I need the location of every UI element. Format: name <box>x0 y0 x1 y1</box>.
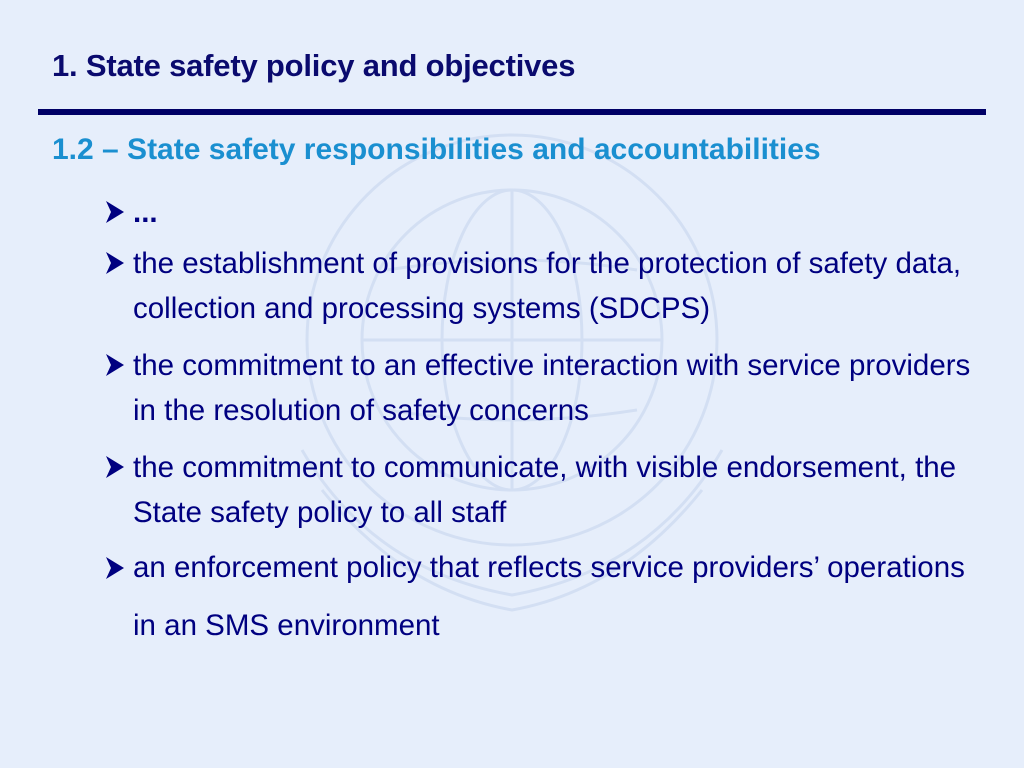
title-divider <box>38 109 986 115</box>
slide-title: 1. State safety policy and objectives <box>52 48 576 83</box>
bullet-text: the commitment to communicate, with visible endorsement, the State safety policy to all staff <box>133 451 957 529</box>
arrowhead-bullet-icon <box>103 190 131 235</box>
bullet-text: an enforcement policy that reflects service providers’ operations in an SMS environment <box>133 551 965 642</box>
arrowhead-bullet-icon <box>103 539 131 597</box>
bullet-text: ... <box>133 196 158 229</box>
arrowhead-bullet-icon <box>103 241 131 286</box>
arrowhead-bullet-icon <box>103 445 131 490</box>
section-subtitle: 1.2 – State safety responsibilities and accountabilities <box>52 133 821 166</box>
bullet-item <box>103 445 993 535</box>
bullet-text: the commitment to an effective interaction with service providers in the resolution of safety concerns <box>133 349 971 427</box>
arrowhead-bullet-icon <box>103 343 131 388</box>
bullet-text: the establishment of provisions for the protection of safety data, collection and processing systems (SDCPS) <box>133 247 962 325</box>
bullet-list <box>103 190 993 667</box>
bullet-item <box>103 241 993 331</box>
bullet-item <box>103 343 993 433</box>
bullet-item <box>103 539 993 655</box>
bullet-item <box>103 190 993 235</box>
